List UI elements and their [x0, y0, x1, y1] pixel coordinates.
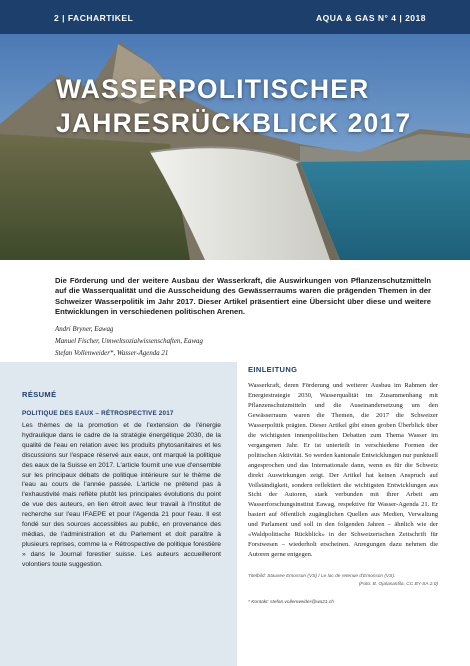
einleitung-text: Wasserkraft, deren Förderung und weiterer Ausbau im Rahmen der Energiestrategie 2030, Wasserqualität im Zusammenhang mit Pflanzenschutzmitteln und die Auseinandersetzung um den Gewässerraum waren die Themen, die 2017 die Schweizer Wasserpolitik prägten. Dieser Artikel gibt einen groben Überblick über die wichtigsten innenpolitischen Debatten zum Thema Wasser im vergangenen Jahr. Er ist unterteilt in verschiedene Formen der politischen Aktivität. So werden kantonale Entwicklungen nur punktuell angesprochen und das Internationale dann, wenn es für die Schweiz direkt Auswirkungen zeigt. Der Artikel hat keinen Anspruch auf Vollständigkeit, sondern reflektiert die wichtigsten Entwicklungen aus Sicht der Autoren, stark verbunden mit ihrer Arbeit am Wasserforschungsinstitut Eawag, respektive für Wasser-Agenda 21. Er basiert auf öffentlich zugänglichen Quellen aus Medien, Verwaltung und Parlament und soll in den folgenden Jahren – ähnlich wie der «Waldpolitische Rückblick» in der Schweizerischen Zeitschrift für Forstwesen – wiederholt erscheinen. Anregungen dazu nehmen die Autoren gerne entgegen.: [248, 382, 438, 559]
author-line: Stefan Vollenweider*, Wasser-Agenda 21: [55, 349, 169, 357]
caption-text: Titelbild: Stausee Emosson (VS) / Le lac de retenue d'Emosson (VS).: [248, 574, 396, 579]
title-line-2: JAHRESRÜCKBLICK 2017: [56, 108, 412, 138]
title-line-1: WASSERPOLITISCHER: [56, 74, 370, 104]
author-line: Andri Bryner, Eawag: [55, 326, 114, 333]
hero-photo: [0, 34, 470, 260]
section-label: 2 | FACHARTIKEL: [54, 13, 134, 23]
dam-lake-illustration: [0, 34, 470, 260]
lead-paragraph: Die Förderung und der weitere Ausbau der Wasserkraft, die Auswirkungen von Pflanzenschutzmitteln auf die Wasserqualität und die Ausscheidung des Gewässerraums waren die prägenden Themen in der Schweizer Wasserpolitik im Jahr 2017. Dieser Artikel präsentiert eine Übersicht über diese und weitere Entwicklungen in verschiedenen politischen Arenen.: [55, 276, 431, 317]
author-line: Manuel Fischer, Umweltsozialwissenschaften, Eawag: [55, 337, 203, 345]
photo-credit: (Foto: B. Ojalasantila, CC BY-SA 2.0): [358, 582, 438, 587]
author-list: [55, 324, 355, 359]
resume-subheading: POLITIQUE DES EAUX – RÉTROSPECTIVE 2017: [22, 410, 174, 417]
resume-heading: RÉSUMÉ: [22, 390, 57, 399]
header-bar: [0, 0, 470, 34]
article-title: [56, 72, 411, 140]
issue-label: AQUA & GAS N° 4 | 2018: [316, 13, 426, 23]
resume-text: Les thèmes de la promotion et de l'extension de l'énergie hydraulique dans le cadre de la stratégie énergétique 2030, de la qualité de l'eau en relation avec les produits phytosanitaires et les discussions sur l'espace réservé aux eaux, ont marqué la politique des eaux de la Suisse en 2017. L'article fournit une vue d'ensemble sur les principaux débats de politique intérieure sur le thème de l'eau au cours de l'année passée. L'article ne prétend pas à l'exhaustivité mais reflète plutôt les principales évolutions du point de vue des auteurs, en lien étroit avec leur travail à l'Institut de recherche sur l'eau IFAEPE et pour l'Agenda 21 pour l'eau. Il est fondé sur des sources accessibles au public, en provenance des médias, de l'administration et du Parlement et doit paraître à plusieurs reprises, comme la « Rétrospective de politique forestière » dans le Journal forestier suisse. Les auteurs accueilleront volontiers toute suggestion.: [22, 422, 221, 568]
contact-footnote: * Kontakt: stefan.vollenweider@wa21.ch: [248, 600, 334, 605]
photo-caption: [248, 573, 438, 589]
einleitung-heading: EINLEITUNG: [248, 365, 298, 374]
